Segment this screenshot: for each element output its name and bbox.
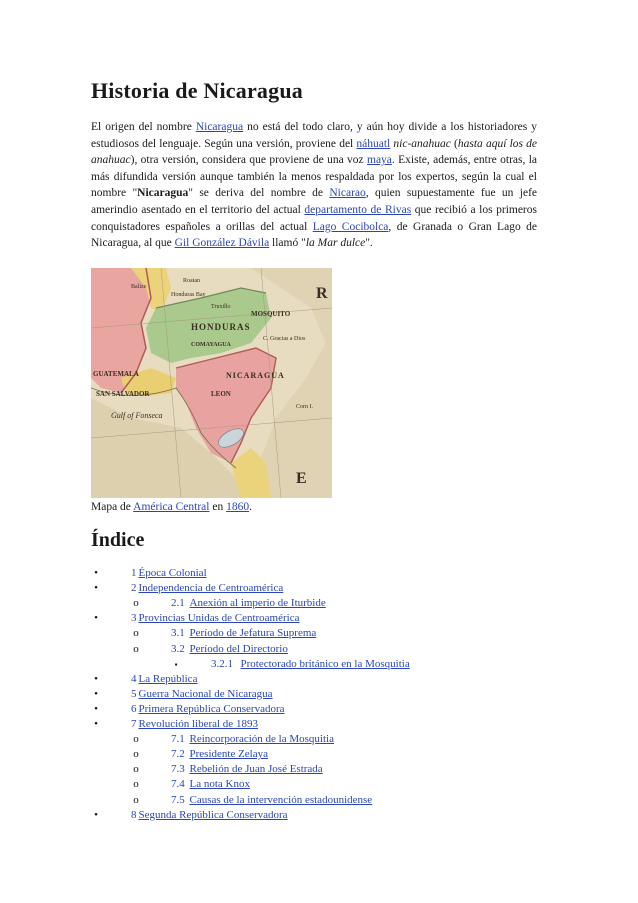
toc-bullet-icon: • xyxy=(94,612,98,625)
map-label-roatan: Roatan xyxy=(183,278,200,284)
intro-text: hasta aquí los de anahuac xyxy=(91,137,537,167)
toc-item-link[interactable]: Guerra Nacional de Nicaragua xyxy=(138,687,273,700)
intro-text: El origen del nombre xyxy=(91,121,196,133)
toc-bullet-icon: o xyxy=(133,627,139,640)
toc-item-link[interactable]: Período del Directorio xyxy=(189,642,288,655)
map-label-guatemala: GUATEMALA xyxy=(93,370,139,378)
toc-bullet-icon: o xyxy=(133,597,139,610)
map-label-honduras-bay: Honduras Bay xyxy=(171,292,206,298)
toc-bullet-icon: o xyxy=(133,793,139,806)
intro-link[interactable]: náhuatl xyxy=(356,137,391,150)
toc-item-link[interactable]: Primera República Conservadora xyxy=(138,702,285,715)
toc-item-link[interactable]: Protectorado británico en la Mosquitia xyxy=(240,657,410,670)
intro-link[interactable]: Lago Cocibolca xyxy=(312,220,389,233)
toc-bullet-icon: o xyxy=(133,778,139,791)
toc-item-link[interactable]: Anexión al imperio de Iturbide xyxy=(189,597,326,610)
map-label-honduras: HONDURAS xyxy=(191,322,251,332)
toc-bullet-icon: o xyxy=(133,642,139,655)
map-label-c-gracias: C. Gracias a Dios xyxy=(263,336,306,342)
toc-bullet-icon: • xyxy=(94,582,98,595)
intro-text: " se deriva del nombre de xyxy=(188,187,330,200)
map-label-balize: Balize xyxy=(131,284,147,290)
toc-bullet-icon: o xyxy=(133,748,139,761)
toc-item-number: 7 xyxy=(131,718,137,730)
map-label-corn: Corn I. xyxy=(296,404,313,410)
toc-item-link[interactable]: Causas de la intervención estadounidense xyxy=(189,793,373,806)
caption-link[interactable]: América Central xyxy=(133,501,210,513)
caption-text: en xyxy=(209,501,227,513)
toc-bullet-icon: o xyxy=(133,763,139,776)
map-caption xyxy=(91,501,252,513)
map-label-e: E xyxy=(296,470,307,487)
intro-text: la Mar dulce xyxy=(305,237,366,250)
toc-item-number: 2.1 xyxy=(171,597,185,610)
intro-text: . Existe, además, entre otras, la más difundida versión aunque también la menos respaldada por los expertos, según la cual el nombre " xyxy=(91,154,537,200)
toc-item-link[interactable]: Período de Jefatura Suprema xyxy=(189,627,317,640)
toc-item-link[interactable]: Reincorporación de la Mosquitia xyxy=(189,733,334,746)
map-label-gulf-fonseca: Gulf of Fonseca xyxy=(111,411,163,420)
caption-text: . xyxy=(249,501,252,513)
toc-bullet-icon: • xyxy=(94,567,98,579)
map-label-comayagua: COMAYAGUA xyxy=(191,342,231,348)
intro-text: , de Granada o Gran Lago de Nicaragua, al que xyxy=(91,220,537,250)
toc-bullet-icon: • xyxy=(94,687,98,700)
caption-text: Mapa de xyxy=(91,501,134,513)
toc-item-number: 7.2 xyxy=(171,748,185,761)
toc-item-link[interactable]: Independencia de Centroamérica xyxy=(138,582,284,595)
toc-bullet-icon: o xyxy=(133,733,139,746)
intro-link[interactable]: departamento de Rivas xyxy=(304,203,412,216)
toc-item-number: 4 xyxy=(131,672,137,685)
map-label-nicaragua: NICARAGUA xyxy=(226,371,285,380)
map-label-truxillo: Truxillo xyxy=(211,304,231,310)
intro-text: que recibió a los primeros conquistadores españoles a orillas del actual xyxy=(91,203,537,233)
toc-item-link[interactable]: La República xyxy=(138,672,198,685)
toc-item-number: 7.4 xyxy=(171,778,185,791)
toc-item-link[interactable]: Provincias Unidas de Centroamérica xyxy=(138,612,300,625)
toc-bullet-icon: • xyxy=(94,808,98,821)
intro-text: no está del todo claro, y aún hoy divide a los historiadores y estudiosos del lenguaje. Según una versión, proviene del xyxy=(91,121,537,150)
intro-text: llamó " xyxy=(269,237,306,250)
map-label-r: R xyxy=(316,285,328,302)
intro-text: nic-anahuac xyxy=(393,137,451,150)
intro-link[interactable]: maya xyxy=(367,154,392,167)
toc-item-number: 3.1 xyxy=(171,627,185,640)
intro-paragraph xyxy=(91,119,537,252)
toc-item-number: 7.3 xyxy=(171,763,185,776)
toc-bullet-icon: ▪ xyxy=(174,659,178,669)
toc-heading: Índice xyxy=(91,529,145,551)
intro-text: ), otra versión, considera que proviene de una voz xyxy=(130,154,367,167)
intro-link[interactable]: Nicaragua xyxy=(195,121,244,133)
toc-item-link[interactable]: La nota Knox xyxy=(189,778,250,791)
toc-bullet-icon: • xyxy=(94,672,98,685)
toc-item-link[interactable]: Segunda República Conservadora xyxy=(138,808,288,821)
toc-item-number: 3.2.1 xyxy=(211,657,233,670)
map-label-san-salvador: SAN SALVADOR xyxy=(96,390,150,398)
intro-text: ( xyxy=(450,137,458,150)
toc-item-number: 1 xyxy=(131,567,137,579)
toc-item-link[interactable]: Época Colonial xyxy=(138,567,207,579)
intro-text: , quien supuestamente fue un jefe amerindio asentado en el territorio del actual xyxy=(91,187,538,216)
caption-link[interactable]: 1860 xyxy=(226,501,250,513)
toc-item-link[interactable]: Presidente Zelaya xyxy=(189,748,268,761)
toc-item-number: 2 xyxy=(131,582,137,595)
central-america-map-image xyxy=(91,268,332,498)
toc-item-link[interactable]: Revolución liberal de 1893 xyxy=(138,718,258,730)
intro-link[interactable]: Gil González Dávila xyxy=(174,237,270,250)
toc-item-link[interactable]: Rebelión de Juan José Estrada xyxy=(189,763,323,776)
intro-link[interactable]: Nicarao xyxy=(329,187,366,200)
intro-text: Nicaragua xyxy=(137,187,189,200)
toc-item-number: 3.2 xyxy=(171,642,185,655)
toc-item-number: 6 xyxy=(131,702,137,715)
toc-item-number: 3 xyxy=(131,612,137,625)
toc-item-number: 5 xyxy=(131,687,137,700)
map-label-mosquito: MOSQUITO xyxy=(251,310,291,318)
toc-bullet-icon: • xyxy=(94,718,98,730)
map-label-leon: LEON xyxy=(211,390,231,398)
map-drawing xyxy=(91,268,332,498)
toc-bullet-icon: • xyxy=(94,702,98,715)
toc-item-number: 8 xyxy=(131,808,137,821)
toc-item-number: 7.5 xyxy=(171,793,185,806)
intro-text: ". xyxy=(365,237,373,250)
toc-item-number: 7.1 xyxy=(171,733,185,746)
page-title: Historia de Nicaragua xyxy=(91,78,303,103)
